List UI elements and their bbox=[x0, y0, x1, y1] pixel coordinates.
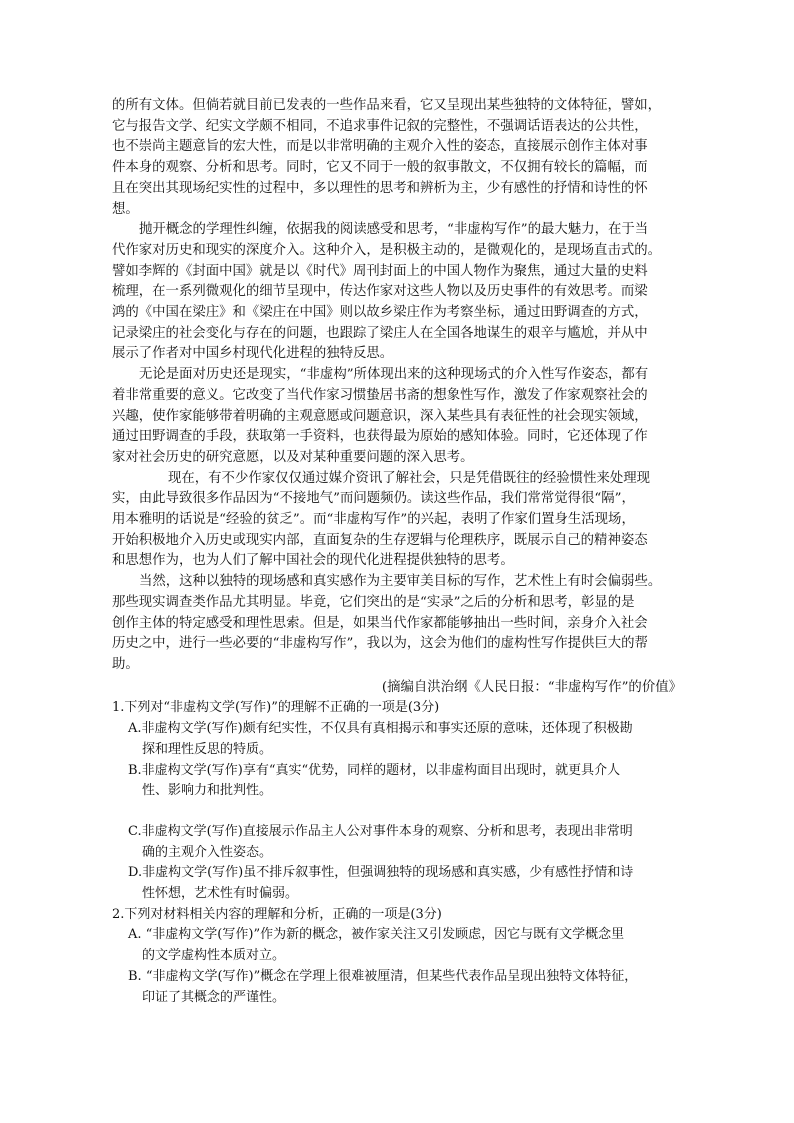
option-b bbox=[112, 761, 684, 802]
text-line: 实，由此导致很多作品因为“不接地气”而问题频仍。读这些作品，我们常常觉得很“隔”， bbox=[112, 491, 635, 507]
text-line: 兴趣，使作家能够带着明确的主观意愿或问题意识，深入某些具有表征性的社会现实领域， bbox=[112, 408, 648, 424]
paragraph-3 bbox=[112, 365, 684, 469]
text-line: 无论是面对历史还是现实，“非虚构”所体现出来的这种现场式的介入性写作姿态，都有 bbox=[139, 367, 649, 383]
option-a bbox=[112, 719, 684, 760]
option-a bbox=[112, 925, 684, 966]
text-line: 梳理，在一系列微观化的细节呈现中，传达作家对这些人物以及历史事件的有效思考。而梁 bbox=[112, 284, 648, 300]
option-line: B.非虚构文学(写作)享有“真实“优势，同样的题材，以非虚构面目出现时，就更具介人 bbox=[128, 762, 621, 778]
option-d bbox=[112, 863, 684, 904]
text-line: 用本雅明的话说是“经验的贫乏”。而“非虚构写作”的兴起，表明了作家们置身生活现场， bbox=[112, 512, 635, 528]
text-line: 抛开概念的学理性纠缠，依据我的阅读感受和思考，“非虚构写作”的最大魅力，在于当 bbox=[139, 222, 649, 238]
text-line: 那些现实调查类作品尤其明显。毕竟，它们突出的是“实录”之后的分析和思考，彰显的是 bbox=[112, 594, 635, 610]
text-line: 展示了作者对中国乡村现代化进程的独特反思。 bbox=[112, 346, 394, 362]
text-line: 着非常重要的意义。它改变了当代作家习惯蛰居书斋的想象性写作，激发了作家观察社会的 bbox=[112, 387, 648, 403]
option-line: 性怀想，艺术性有时偏弱。 bbox=[142, 886, 299, 902]
text-line: 想。 bbox=[112, 201, 139, 217]
option-line: 探和理性反思的特质。 bbox=[142, 741, 273, 757]
text-line: 助。 bbox=[112, 656, 139, 672]
option-line: 确的主观介入性姿态。 bbox=[142, 844, 273, 860]
text-line: 也不崇尚主题意旨的宏大性，而是以非常明确的主观介入性的姿态，直接展示创作主体对事 bbox=[112, 139, 648, 155]
text-line: 的所有文体。但倘若就目前已发表的一些作品来看，它又呈现出某些独特的文体特征，譬如， bbox=[112, 98, 662, 113]
paragraph-4 bbox=[112, 469, 684, 573]
text-line: 现在，有不少作家仅仅通过媒介资讯了解社会，只是凭借既往的经验惯性来处理现 bbox=[168, 470, 651, 486]
text-line: 记录梁庄的社会变化与存在的问题，也跟踪了梁庄人在全国各地谋生的艰辛与尴尬，并从中 bbox=[112, 325, 648, 341]
spacer bbox=[112, 802, 684, 822]
option-line: 的文学虚构性本质对立。 bbox=[142, 948, 286, 964]
option-b bbox=[112, 967, 684, 1008]
text-line: 开始积极地介入历史或现实内部，直面复杂的生存逻辑与伦理秩序，既展示自己的精神姿态 bbox=[112, 532, 648, 548]
text-line: 且在突出其现场纪实性的过程中，多以理性的思考和辨析为主，少有感性的抒情和诗性的怀 bbox=[112, 180, 648, 196]
option-line: 印证了其概念的严谨性。 bbox=[142, 989, 286, 1005]
question-2 bbox=[112, 905, 684, 1009]
text-line: 它与报告文学、纪实文学颇不相同，不追求事件记叙的完整性，不强调话语表达的公共性， bbox=[112, 118, 648, 134]
question-stem: 2.下列对材料相关内容的理解和分析，正确的一项是(3分) bbox=[112, 906, 442, 922]
text-line: 历史之中，进行一些必要的“非虚构写作”，我以为，这会为他们的虚构性写作提供巨大的帮 bbox=[112, 636, 648, 652]
text-line: 譬如李辉的《封面中国》就是以《时代》周刊封面上的中国人物作为聚焦，通过大量的史料 bbox=[112, 263, 648, 279]
option-line: C.非虚构文学(写作)直接展示作品主人公对事件本身的观察、分析和思考，表现出非常明 bbox=[128, 823, 633, 839]
option-c bbox=[112, 822, 684, 863]
source-citation: (摘编自洪治纲《人民日报：“非虚构写作”的价值》 bbox=[381, 679, 682, 695]
question-stem: 1.下列对“非虚构文学(写作)”的理解不正确的一项是(3分) bbox=[112, 700, 440, 716]
text-line: 当然，这种以独特的现场感和真实感作为主要审美目标的写作，艺术性上有时会偏弱些。 bbox=[139, 574, 662, 590]
paragraph-1 bbox=[112, 96, 684, 220]
text-line: 家对社会历史的研究意愿，以及对某种重要问题的深入思考。 bbox=[112, 449, 474, 465]
text-line: 代作家对历史和现实的深度介入。这种介入，是积极主动的，是微观化的，是现场直击式的。 bbox=[112, 242, 662, 258]
text-line: 和思想作为，也为人们了解中国社会的现代化进程提供独特的思考。 bbox=[112, 553, 514, 569]
option-line: A. “非虚构文学(写作)”作为新的概念，被作家关注又引发顾虑，因它与既有文学概念里 bbox=[128, 927, 625, 943]
question-1 bbox=[112, 698, 684, 904]
option-line: B. “非虚构文学(写作)”概念在学理上很难被厘清，但某些代表作品呈现出独特文体特征， bbox=[128, 968, 638, 984]
text-line: 通过田野调查的手段，获取第一手资料，也获得最为原始的感知体验。同时，它还体现了作 bbox=[112, 429, 648, 445]
text-line: 创作主体的特定感受和理性思索。但是，如果当代作家都能够抽出一些时间，亲身介入社会 bbox=[112, 615, 648, 631]
text-line: 鸿的《中国在梁庄》和《梁庄在中国》则以故乡梁庄作为考察坐标，通过田野调查的方式， bbox=[112, 305, 648, 321]
paragraph-5 bbox=[112, 572, 684, 676]
exam-page bbox=[112, 96, 684, 1008]
option-line: 性、影响力和批判性。 bbox=[142, 783, 273, 799]
option-line: D.非虚构文学(写作)虽不排斥叙事性，但强调独特的现场感和真实感，少有感性抒情和诗 bbox=[128, 865, 634, 881]
paragraph-2 bbox=[112, 220, 684, 365]
text-line: 件本身的观察、分析和思考。同时，它又不同于一般的叙事散文，不仅拥有较长的篇幅，而 bbox=[112, 160, 648, 176]
option-line: A.非虚构文学(写作)颇有纪实性，不仅具有真相揭示和事实还原的意味，还体现了积极勘 bbox=[128, 721, 633, 737]
